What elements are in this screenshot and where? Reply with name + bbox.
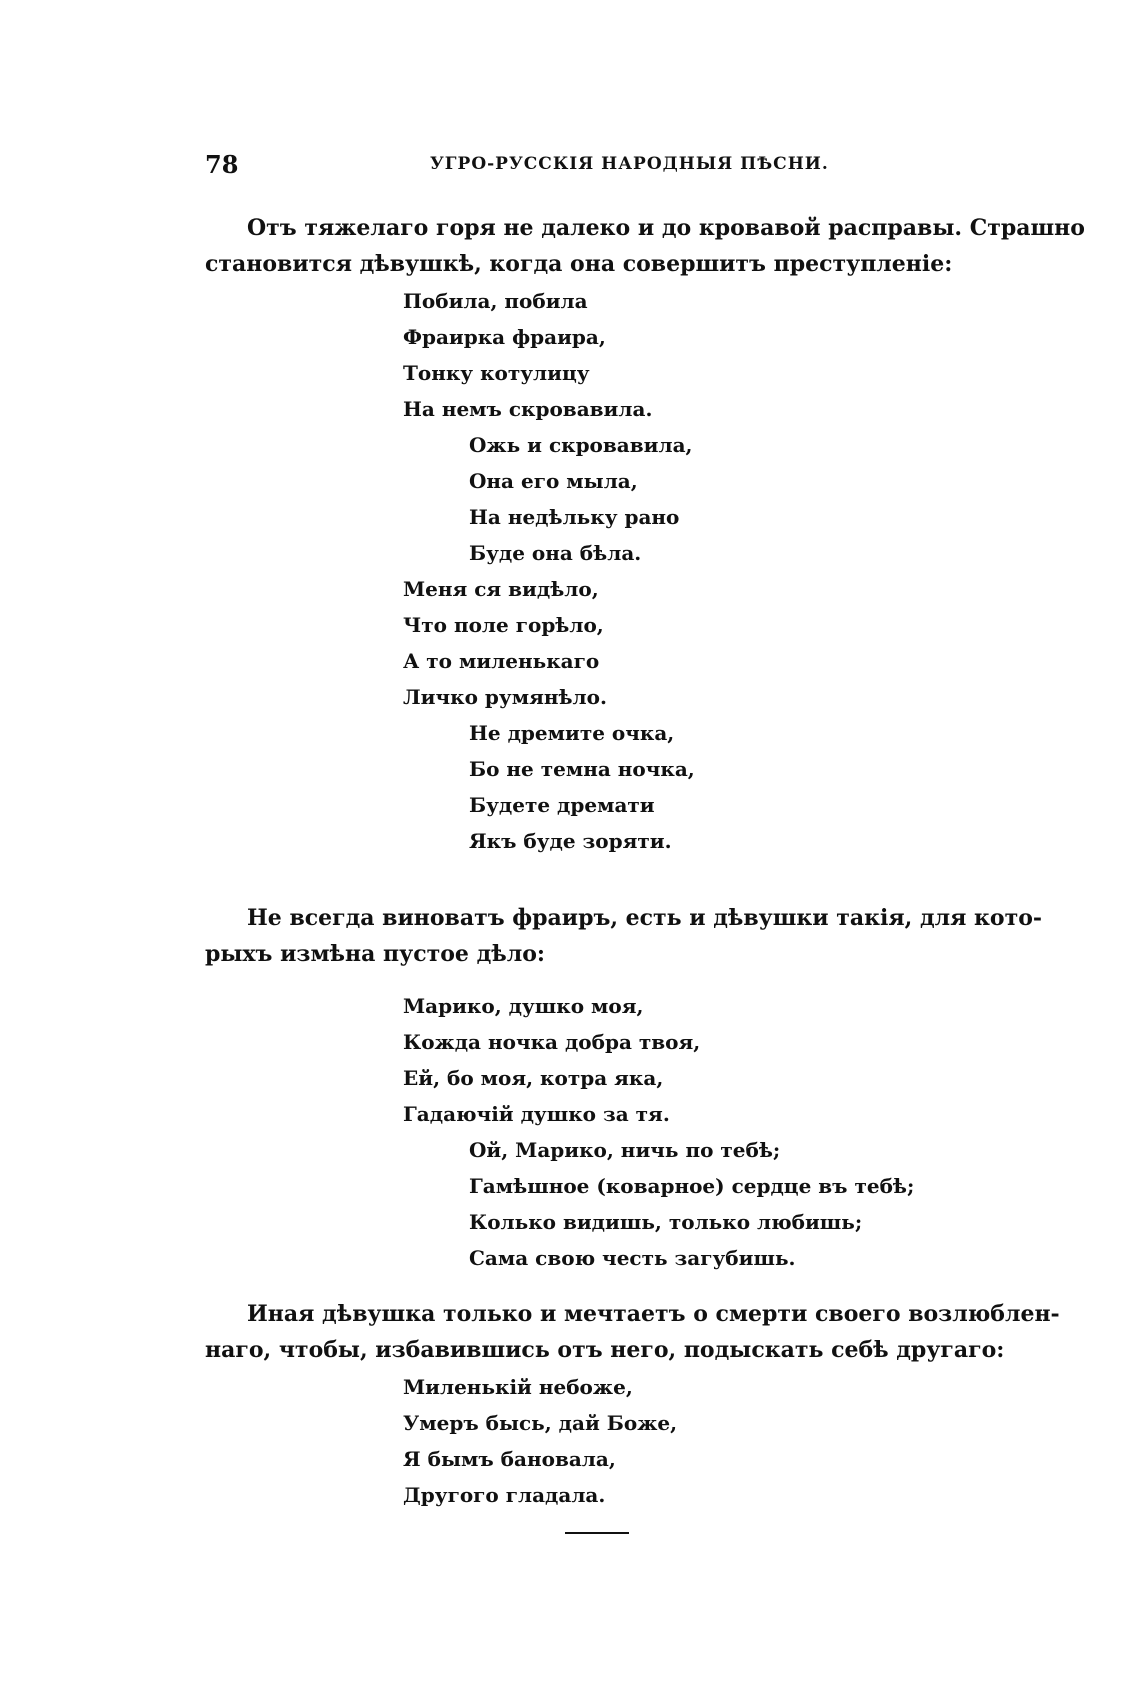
verse-line: Ой, Марико, ничь по тебѣ; xyxy=(469,1138,781,1162)
page-number: 78 xyxy=(205,150,239,179)
verse-line: Бо не темна ночка, xyxy=(469,757,695,781)
verse-line: Не дремите очка, xyxy=(469,721,675,745)
prose-paragraph xyxy=(205,210,1085,282)
prose-paragraph xyxy=(205,1296,1060,1368)
verse-line: Фраирка фраира, xyxy=(403,325,606,349)
prose-line: Не всегда виноватъ фраиръ, есть и дѣвушки такія, для кото- xyxy=(247,905,1043,931)
verse-line: На немъ скровавила. xyxy=(403,397,653,421)
verse-line: Гамѣшное (коварное) сердце въ тебѣ; xyxy=(469,1174,915,1198)
verse-line: Я бымъ бановала, xyxy=(403,1447,616,1471)
verse-line: Меня ся видѣло, xyxy=(403,577,599,601)
verse-line: Умеръ бысь, дай Боже, xyxy=(403,1411,678,1435)
prose-line: Иная дѣвушка только и мечтаетъ о смерти своего возлюблен- xyxy=(247,1301,1060,1327)
verse-line: Личко румянѣло. xyxy=(403,685,607,709)
verse-line: Гадаючій душко за тя. xyxy=(403,1102,670,1126)
verse-line: Колько видишь, только любишь; xyxy=(469,1210,863,1234)
verse-block xyxy=(403,988,914,1276)
prose-line: наго, чтобы, избавившись отъ него, подыскать себѣ другаго: xyxy=(205,1337,1005,1363)
prose-paragraph xyxy=(205,900,1043,972)
verse-line: Якъ буде зоряти. xyxy=(469,829,672,853)
verse-line: Ей, бо моя, котра яка, xyxy=(403,1066,664,1090)
prose-line: становится дѣвушкѣ, когда она совершитъ преступленіе: xyxy=(205,251,953,277)
verse-line: Марико, душко моя, xyxy=(403,994,644,1018)
verse-line: Что поле горѣло, xyxy=(403,613,604,637)
verse-line: А то миленькаго xyxy=(403,649,600,673)
verse-line: Ожь и скровавила, xyxy=(469,433,693,457)
verse-line: На недѣльку рано xyxy=(469,505,680,529)
verse-block xyxy=(403,1369,677,1513)
verse-line: Сама свою честь загубишь. xyxy=(469,1246,796,1270)
end-rule xyxy=(565,1532,629,1534)
prose-line: рыхъ измѣна пустое дѣло: xyxy=(205,941,546,967)
verse-line: Она его мыла, xyxy=(469,469,638,493)
running-title: УГРО-РУССКІЯ НАРОДНЫЯ ПѢСНИ. xyxy=(430,154,829,174)
prose-line: Отъ тяжелаго горя не далеко и до кровавой расправы. Страшно xyxy=(247,215,1085,241)
page-header xyxy=(205,150,995,186)
verse-line: Побила, побила xyxy=(403,289,588,313)
verse-line: Кожда ночка добра твоя, xyxy=(403,1030,701,1054)
verse-line: Тонку котулицу xyxy=(403,361,590,385)
verse-line: Буде она бѣла. xyxy=(469,541,642,565)
verse-line: Другого гладала. xyxy=(403,1483,606,1507)
verse-line: Будете дремати xyxy=(469,793,655,817)
verse-line: Миленькій небоже, xyxy=(403,1375,633,1399)
verse-block xyxy=(403,283,695,859)
